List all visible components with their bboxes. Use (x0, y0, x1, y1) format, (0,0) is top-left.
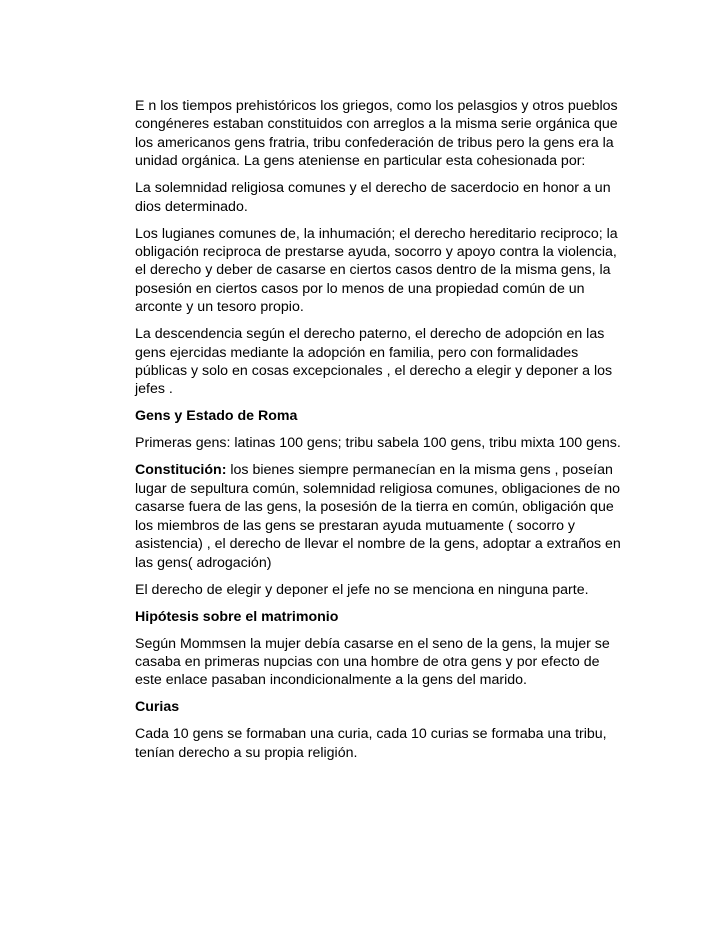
paragraph-descendencia: La descendencia según el derecho paterno, el derecho de adopción en las gens ejercidas mediante la adopción en familia, pero con formalidades públicas y solo en cosas excepcionales , el derecho a elegir y deponer a los jefes . (135, 326, 613, 398)
heading-curias: Curias (135, 699, 180, 716)
paragraph-primeras-gens: Primeras gens: latinas 100 gens; tribu sabela 100 gens, tribu mixta 100 gens. (135, 435, 621, 452)
heading-gens-estado-roma: Gens y Estado de Roma (135, 408, 298, 425)
paragraph-solemnidad: La solemnidad religiosa comunes y el derecho de sacerdocio en honor a un dios determinado. (135, 180, 611, 215)
document-page (135, 97, 629, 771)
constitucion-label: Constitución: (135, 462, 227, 479)
paragraph-intro: E n los tiempos prehistóricos los griegos, como los pelasgios y otros pueblos congéneres estaban constituidos con arreglos a la misma serie orgánica que los americanos gens fratria, tribu confederación de tribus pero la gens era la unidad orgánica. La gens ateniense en particular esta cohesionada por: (135, 98, 618, 170)
constitucion-body: los bienes siempre permanecían en la misma gens , poseían lugar de sepultura común, solemnidad religiosa comunes, obligaciones de no casarse fuera de las gens, la posesión de la tierra en común, obligación que los miembros de las gens se prestaran ayuda mutuamente ( socorro y asistencia) , el derecho de llevar el nombre de la gens, adoptar a extraños en las gens( adrogación) (135, 462, 621, 571)
paragraph-mommsen: Según Mommsen la mujer debía casarse en el seno de la gens, la mujer se casaba en primeras nupcias con una hombre de otra gens y por efecto de este enlace pasaban incondicionalmente a la gens del marido. (135, 635, 610, 689)
paragraph-constitucion (135, 461, 629, 571)
paragraph-elegir-jefe: El derecho de elegir y deponer el jefe no se menciona en ninguna parte. (135, 581, 589, 598)
heading-hipotesis-matrimonio: Hipótesis sobre el matrimonio (135, 608, 339, 625)
paragraph-curias: Cada 10 gens se formaban una curia, cada 10 curias se formaba una tribu, tenían derecho a su propia religión. (135, 726, 607, 761)
paragraph-lugianes: Los lugianes comunes de, la inhumación; el derecho hereditario reciproco; la obligación reciproca de prestarse ayuda, socorro y apoyo contra la violencia, el derecho y deber de casarse en ciertos casos dentro de la misma gens, la posesión en ciertos casos por lo menos de una propiedad común de un arconte y un tesoro propio. (135, 225, 618, 316)
